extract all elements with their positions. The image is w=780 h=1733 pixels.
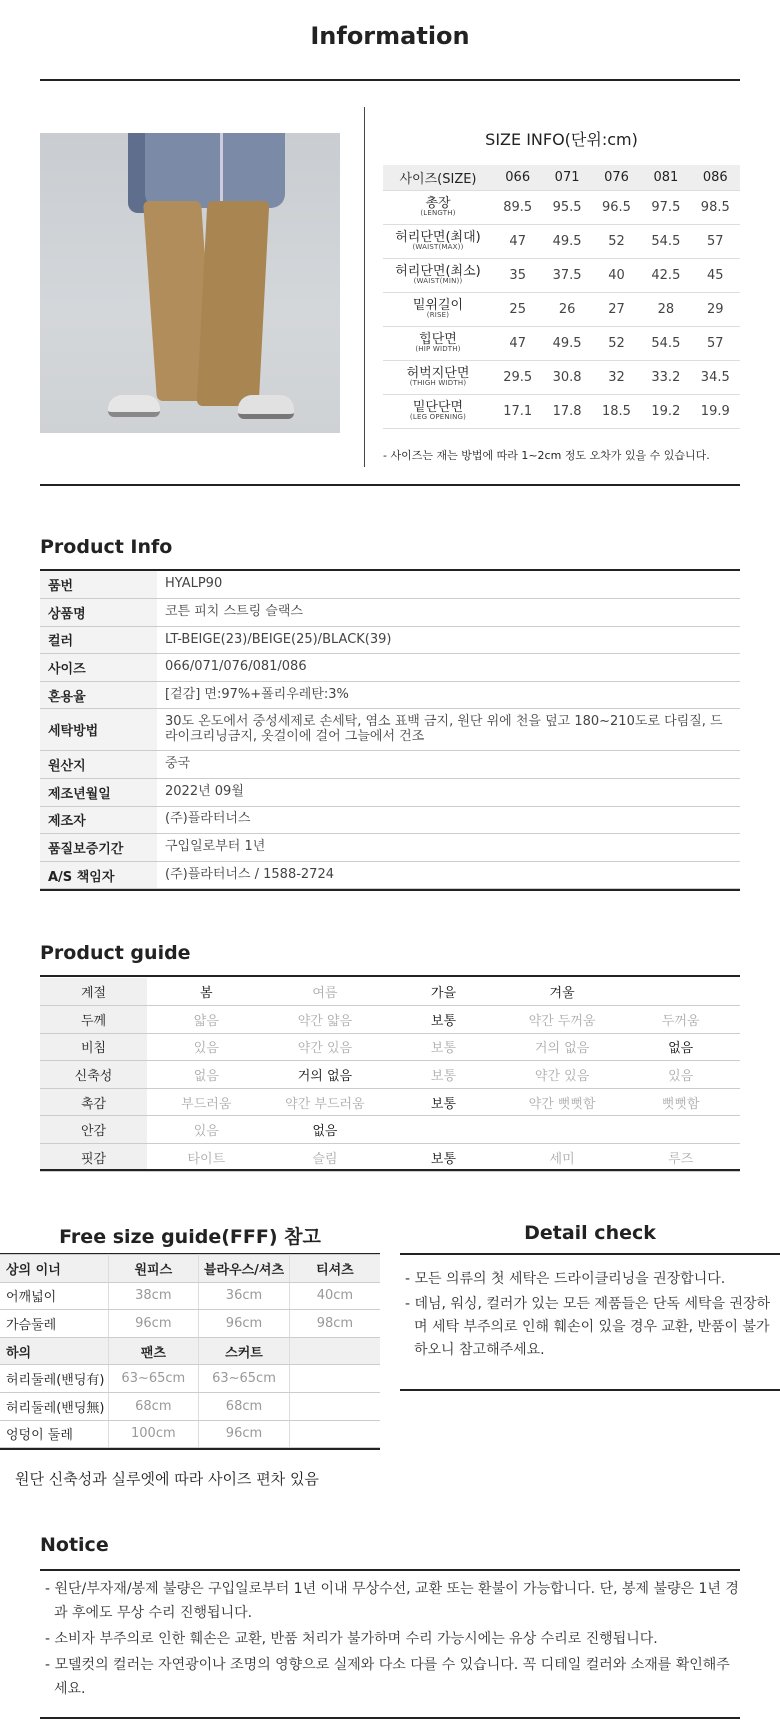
- size-value: 34.5: [691, 360, 740, 394]
- list-item: - 원단/부자재/봉제 불량은 구입일로부터 1년 이내 무상수선, 교환 또는 환불이 가능합니다. 단, 봉제 불량은 1년 경과 후에도 무상 수리 진행됩니다.: [45, 1581, 739, 1621]
- guide-cell: 약간 부드러움: [266, 1088, 385, 1116]
- size-table: [383, 165, 740, 429]
- guide-cell: 약간 있음: [266, 1033, 385, 1061]
- table-row: [40, 806, 740, 834]
- size-value: 26: [542, 292, 591, 326]
- info-key: 품번: [40, 571, 157, 599]
- size-value: 18.5: [592, 394, 641, 428]
- size-row-label: [383, 360, 493, 394]
- size-header-label: 사이즈(SIZE): [383, 165, 493, 190]
- table-row: [40, 1116, 740, 1144]
- size-value: 47: [493, 326, 542, 360]
- guide-cell-selected: 없음: [266, 1116, 385, 1144]
- table-row: [40, 571, 740, 599]
- free-size-value: [289, 1420, 380, 1448]
- free-size-value: 100cm: [108, 1420, 199, 1448]
- guide-cell: [621, 978, 740, 1006]
- guide-cell: [621, 1116, 740, 1144]
- free-size-value: 티셔츠: [289, 1255, 380, 1283]
- model-photo: [40, 133, 340, 433]
- size-value: 35: [493, 258, 542, 292]
- info-value: HYALP90: [157, 571, 740, 599]
- size-value: 96.5: [592, 190, 641, 224]
- table-row: [0, 1392, 380, 1420]
- size-info-title: SIZE INFO(단위:cm): [485, 130, 638, 149]
- table-row: [40, 834, 740, 862]
- divider: [40, 484, 740, 486]
- size-value: 52: [592, 224, 641, 258]
- guide-cell: 두꺼움: [621, 1006, 740, 1034]
- size-value: 45: [691, 258, 740, 292]
- guide-cell-selected: 보통: [384, 1088, 503, 1116]
- divider: [40, 1717, 740, 1719]
- table-row: [383, 292, 740, 326]
- size-value: 33.2: [641, 360, 690, 394]
- table-row: [0, 1337, 380, 1365]
- info-value: 30도 온도에서 중성세제로 손세탁, 염소 표백 금지, 원단 위에 천을 덮고 180~210도로 다림질, 드라이크리닝금지, 옷걸이에 걸어 그늘에서 건조: [157, 709, 740, 751]
- table-row: [40, 1061, 740, 1089]
- guide-key: 신축성: [40, 1061, 147, 1089]
- size-value: 42.5: [641, 258, 690, 292]
- guide-cell: 뻣뻣함: [621, 1088, 740, 1116]
- size-value: 52: [592, 326, 641, 360]
- guide-cell-selected: 가을: [384, 978, 503, 1006]
- guide-key: 비침: [40, 1033, 147, 1061]
- size-value: 29: [691, 292, 740, 326]
- size-value: 97.5: [641, 190, 690, 224]
- table-row: [40, 709, 740, 751]
- free-size-value: 96cm: [199, 1420, 290, 1448]
- size-value: 25: [493, 292, 542, 326]
- size-value: 98.5: [691, 190, 740, 224]
- list-item: - 데님, 워싱, 컬러가 있는 모든 제품들은 단독 세탁을 권장하며 세탁 부주의로 인해 훼손이 있을 경우 교환, 반품이 불가하오니 참고해주세요.: [405, 1296, 771, 1358]
- product-guide-table: [40, 978, 740, 1172]
- free-size-key: 허리둘레(밴딩無): [0, 1392, 108, 1420]
- divider: [40, 1169, 740, 1171]
- table-row: [40, 1088, 740, 1116]
- guide-cell-selected: 겨울: [503, 978, 622, 1006]
- size-value: 28: [641, 292, 690, 326]
- info-key: 상품명: [40, 599, 157, 627]
- guide-cell: 약간 뻣뻣함: [503, 1088, 622, 1116]
- size-row-label: [383, 292, 493, 326]
- table-row: [40, 1006, 740, 1034]
- size-col: 066: [493, 165, 542, 190]
- size-row-label: [383, 224, 493, 258]
- info-key: 제조년월일: [40, 779, 157, 807]
- size-row-label-en: (WAIST(MAX)): [412, 243, 464, 252]
- free-size-value: 스커트: [199, 1337, 290, 1365]
- guide-key: 안감: [40, 1116, 147, 1144]
- size-value: 49.5: [542, 224, 591, 258]
- size-col: 081: [641, 165, 690, 190]
- guide-cell: 있음: [147, 1116, 266, 1144]
- divider: [40, 975, 740, 977]
- guide-cell-selected: 보통: [384, 1006, 503, 1034]
- table-row: [0, 1282, 380, 1310]
- free-size-key: 상의 이너: [0, 1255, 108, 1283]
- info-key: 제조자: [40, 806, 157, 834]
- info-value: 2022년 09월: [157, 779, 740, 807]
- info-key: 원산지: [40, 751, 157, 779]
- guide-cell: 부드러움: [147, 1088, 266, 1116]
- list-item: - 모델컷의 컬러는 자연광이나 조명의 영향으로 실제와 다소 다를 수 있습니다. 꼭 디테일 컬러와 소재를 확인해주세요.: [45, 1657, 730, 1697]
- info-value: LT-BEIGE(23)/BEIGE(25)/BLACK(39): [157, 626, 740, 654]
- guide-cell: 여름: [266, 978, 385, 1006]
- guide-key: 두께: [40, 1006, 147, 1034]
- size-row-label: [383, 190, 493, 224]
- free-size-value: 블라우스/셔츠: [199, 1255, 290, 1283]
- free-size-value: 63~65cm: [108, 1365, 199, 1393]
- free-size-value: [289, 1392, 380, 1420]
- guide-cell: 세미: [503, 1144, 622, 1172]
- table-row: [40, 681, 740, 709]
- table-row: [40, 626, 740, 654]
- size-col: 071: [542, 165, 591, 190]
- size-note: - 사이즈는 재는 방법에 따라 1~2cm 정도 오차가 있을 수 있습니다.: [383, 449, 710, 462]
- free-size-key: 가슴둘레: [0, 1310, 108, 1338]
- table-row: [383, 326, 740, 360]
- guide-cell: 있음: [147, 1033, 266, 1061]
- size-value: 89.5: [493, 190, 542, 224]
- free-size-value: 96cm: [199, 1310, 290, 1338]
- free-size-table: [0, 1254, 380, 1448]
- guide-cell: 얇음: [147, 1006, 266, 1034]
- table-row: [383, 190, 740, 224]
- info-value: 중국: [157, 751, 740, 779]
- table-row: [383, 224, 740, 258]
- size-value: 37.5: [542, 258, 591, 292]
- size-value: 19.2: [641, 394, 690, 428]
- guide-cell: 없음: [147, 1061, 266, 1089]
- info-value: (주)플라터너스 / 1588-2724: [157, 861, 740, 889]
- table-row: [0, 1255, 380, 1283]
- free-size-key: 허리둘레(밴딩有): [0, 1365, 108, 1393]
- free-size-value: [289, 1365, 380, 1393]
- detail-check-list: [400, 1268, 775, 1364]
- size-row-label-ko: 허벅지단면: [406, 365, 470, 381]
- size-value: 29.5: [493, 360, 542, 394]
- divider: [400, 1389, 780, 1391]
- divider: [40, 889, 740, 891]
- free-size-note: 원단 신축성과 실루엣에 따라 사이즈 편차 있음: [15, 1470, 319, 1488]
- notice-list: [40, 1577, 740, 1703]
- table-row: [0, 1310, 380, 1338]
- guide-cell: 있음: [621, 1061, 740, 1089]
- table-row: [383, 394, 740, 428]
- guide-cell: 약간 있음: [503, 1061, 622, 1089]
- size-value: 49.5: [542, 326, 591, 360]
- product-info-table: [40, 571, 740, 889]
- guide-cell: 타이트: [147, 1144, 266, 1172]
- free-size-value: 40cm: [289, 1282, 380, 1310]
- info-key: 혼용율: [40, 681, 157, 709]
- info-value: (주)플라터너스: [157, 806, 740, 834]
- size-value: 32: [592, 360, 641, 394]
- divider: [40, 1569, 740, 1571]
- guide-cell: 보통: [384, 1033, 503, 1061]
- guide-cell-selected: 없음: [621, 1033, 740, 1061]
- free-size-value: 원피스: [108, 1255, 199, 1283]
- guide-key: 촉감: [40, 1088, 147, 1116]
- table-row: [40, 654, 740, 682]
- size-row-label-en: (WAIST(MIN)): [413, 277, 463, 286]
- page-title: Information: [310, 22, 470, 50]
- guide-cell: 약간 두꺼움: [503, 1006, 622, 1034]
- size-value: 57: [691, 326, 740, 360]
- size-value: 19.9: [691, 394, 740, 428]
- size-row-label-ko: 허리단면(최대): [395, 229, 481, 245]
- table-row: [0, 1420, 380, 1448]
- size-value: 17.8: [542, 394, 591, 428]
- divider: [40, 79, 740, 81]
- free-size-value: 38cm: [108, 1282, 199, 1310]
- info-value: 코튼 피치 스트링 슬랙스: [157, 599, 740, 627]
- list-item: - 소비자 부주의로 인한 훼손은 교환, 반품 처리가 불가하며 수리 가능시에는 유상 수리로 진행됩니다.: [45, 1631, 658, 1647]
- size-value: 47: [493, 224, 542, 258]
- size-row-label-en: (THIGH WIDTH): [409, 379, 467, 388]
- table-row: [40, 861, 740, 889]
- size-row-label-en: (LEG OPENING): [409, 413, 467, 422]
- guide-cell: 보통: [384, 1061, 503, 1089]
- guide-cell: 약간 얇음: [266, 1006, 385, 1034]
- table-row: [40, 1144, 740, 1172]
- size-row-label: [383, 394, 493, 428]
- free-size-value: 팬츠: [108, 1337, 199, 1365]
- info-key: 세탁방법: [40, 709, 157, 751]
- size-value: 57: [691, 224, 740, 258]
- size-row-label-ko: 밑단단면: [412, 399, 464, 415]
- table-row: [383, 360, 740, 394]
- size-col: 076: [592, 165, 641, 190]
- size-value: 17.1: [493, 394, 542, 428]
- free-size-key: 하의: [0, 1337, 108, 1365]
- guide-cell: 슬림: [266, 1144, 385, 1172]
- free-size-value: [289, 1337, 380, 1365]
- size-row-label-en: (LENGTH): [420, 209, 456, 218]
- free-size-value: 68cm: [108, 1392, 199, 1420]
- size-value: 30.8: [542, 360, 591, 394]
- size-row-label: [383, 258, 493, 292]
- info-key: 품질보증기간: [40, 834, 157, 862]
- info-key: A/S 책임자: [40, 861, 157, 889]
- product-info-title: Product Info: [40, 536, 173, 558]
- divider: [0, 1448, 380, 1450]
- size-value: 54.5: [641, 224, 690, 258]
- guide-cell: 거의 없음: [503, 1033, 622, 1061]
- list-item: - 모든 의류의 첫 세탁은 드라이클리닝을 권장합니다.: [405, 1271, 726, 1287]
- size-row-label-en: (RISE): [426, 311, 450, 320]
- free-size-value: 63~65cm: [199, 1365, 290, 1393]
- vertical-divider: [364, 107, 365, 467]
- info-value: [겉감] 면:97%+폴리우레탄:3%: [157, 681, 740, 709]
- table-row: [40, 779, 740, 807]
- info-value: 066/071/076/081/086: [157, 654, 740, 682]
- guide-cell-selected: 봄: [147, 978, 266, 1006]
- info-value: 구입일로부터 1년: [157, 834, 740, 862]
- table-row: [40, 1033, 740, 1061]
- table-row: [40, 751, 740, 779]
- guide-cell: [384, 1116, 503, 1144]
- free-size-title: Free size guide(FFF) 참고: [59, 1226, 321, 1248]
- notice-title: Notice: [40, 1534, 109, 1556]
- size-value: 40: [592, 258, 641, 292]
- free-size-value: 36cm: [199, 1282, 290, 1310]
- size-value: 27: [592, 292, 641, 326]
- guide-cell-selected: 거의 없음: [266, 1061, 385, 1089]
- free-size-value: 96cm: [108, 1310, 199, 1338]
- guide-key: 계절: [40, 978, 147, 1006]
- detail-check-title: Detail check: [524, 1222, 656, 1244]
- guide-key: 핏감: [40, 1144, 147, 1172]
- size-row-label-ko: 힙단면: [419, 331, 457, 347]
- size-col: 086: [691, 165, 740, 190]
- size-row-label-ko: 허리단면(최소): [395, 263, 481, 279]
- guide-cell: 루즈: [621, 1144, 740, 1172]
- size-table-header: [383, 165, 740, 190]
- table-row: [40, 599, 740, 627]
- table-row: [0, 1365, 380, 1393]
- guide-cell: [503, 1116, 622, 1144]
- size-row-label-en: (HIP WIDTH): [415, 345, 461, 354]
- size-value: 54.5: [641, 326, 690, 360]
- free-size-key: 엉덩이 둘레: [0, 1420, 108, 1448]
- info-key: 사이즈: [40, 654, 157, 682]
- size-row-label: [383, 326, 493, 360]
- guide-cell-selected: 보통: [384, 1144, 503, 1172]
- size-value: 95.5: [542, 190, 591, 224]
- product-guide-title: Product guide: [40, 942, 191, 964]
- size-row-label-ko: 총장: [425, 195, 451, 211]
- divider: [400, 1253, 780, 1255]
- size-row-label-ko: 밑위길이: [412, 297, 464, 313]
- table-row: [383, 258, 740, 292]
- free-size-value: 98cm: [289, 1310, 380, 1338]
- free-size-value: 68cm: [199, 1392, 290, 1420]
- info-key: 컬러: [40, 626, 157, 654]
- table-row: [40, 978, 740, 1006]
- free-size-key: 어깨넓이: [0, 1282, 108, 1310]
